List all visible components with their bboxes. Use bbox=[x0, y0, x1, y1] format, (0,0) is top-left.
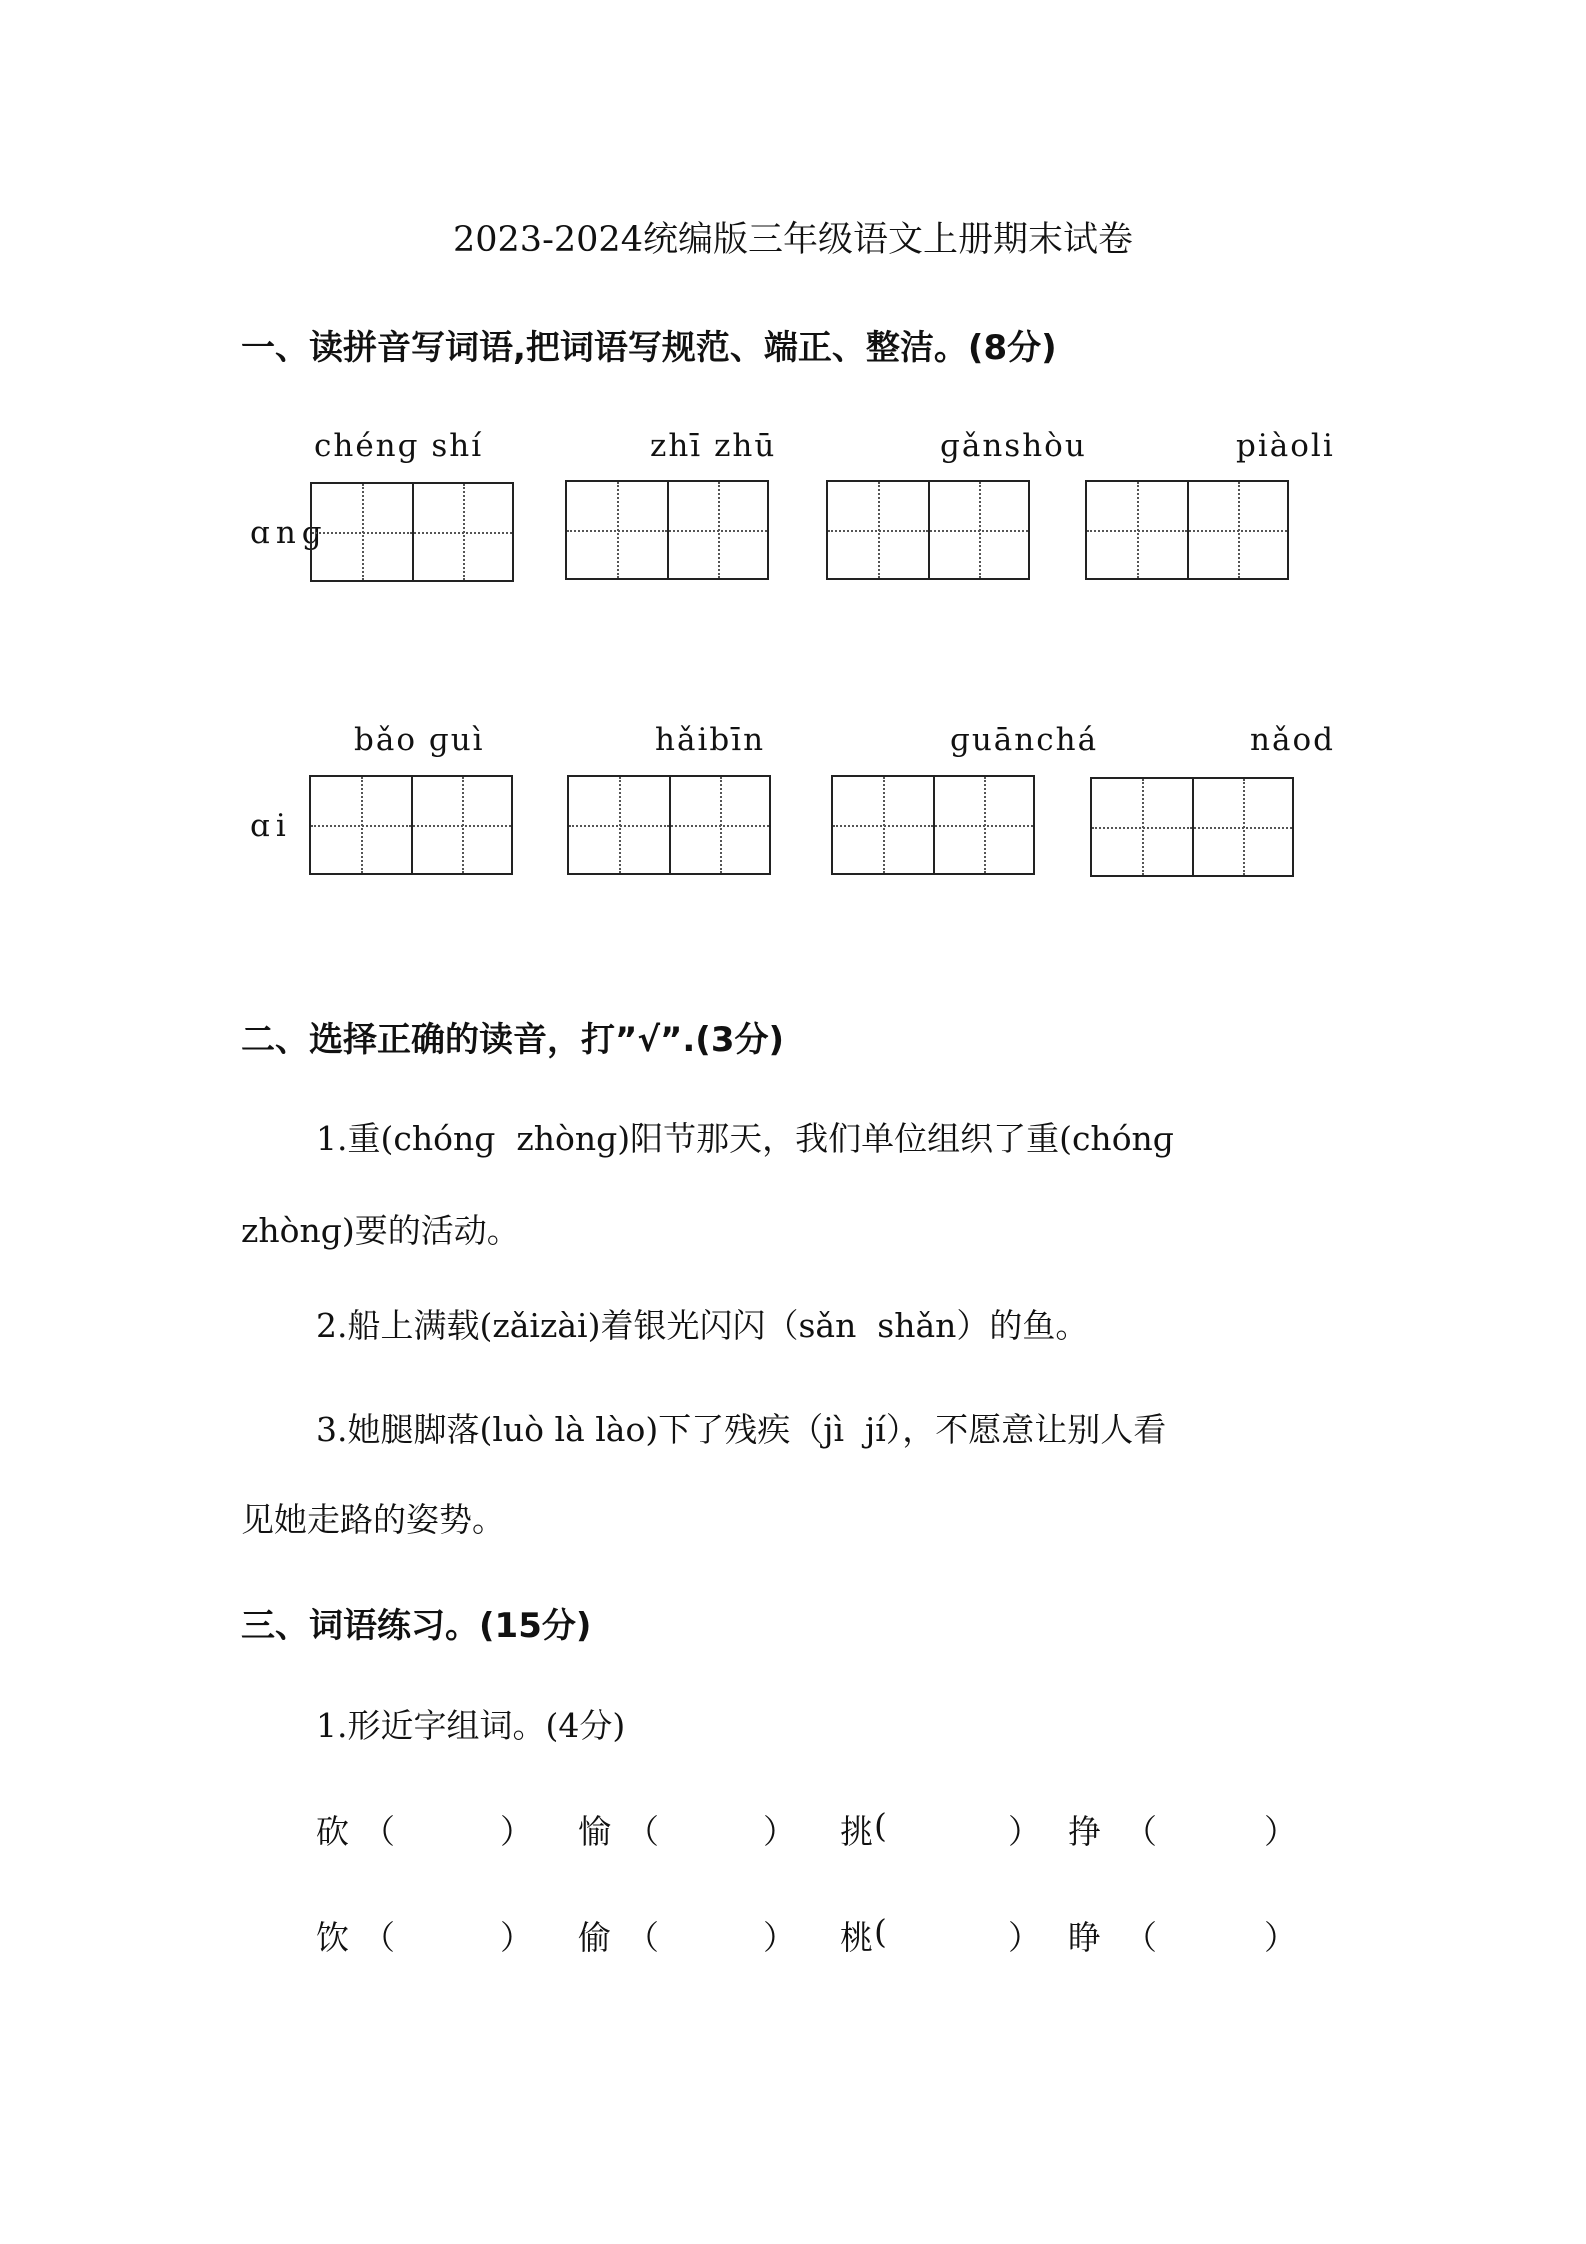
writing-grid[interactable] bbox=[310, 482, 514, 582]
char: 砍 bbox=[316, 1812, 349, 1851]
pinyin-label: bǎo ɡuì bbox=[354, 722, 485, 758]
close-bracket: ） bbox=[1008, 1812, 1041, 1851]
close-bracket: ） bbox=[763, 1918, 796, 1957]
subsection-title: 1.形近字组词。(4分) bbox=[316, 1706, 626, 1745]
writing-grid[interactable] bbox=[1090, 777, 1294, 877]
open-bracket: ( bbox=[874, 1806, 887, 1845]
open-bracket: （ bbox=[626, 1918, 659, 1957]
char: 偷 bbox=[578, 1918, 611, 1957]
char: 挣 bbox=[1068, 1812, 1101, 1851]
writing-grid[interactable] bbox=[831, 775, 1035, 875]
pinyin-label: zhī zhū bbox=[650, 428, 777, 464]
section3-heading: 三、词语练习。(15分) bbox=[241, 1606, 592, 1646]
section1-heading: 一、读拼音写词语,把词语写规范、端正、整洁。(8分) bbox=[241, 328, 1057, 368]
pinyin-label: hǎibīn bbox=[655, 722, 766, 758]
question-2: 2.船上满载(zǎizài)着银光闪闪（sǎn shǎn）的鱼。 bbox=[316, 1306, 1089, 1345]
question-3-line1: 3.她腿脚落(luò là lào)下了残疾（jì jí），不愿意让别人看 bbox=[316, 1410, 1167, 1449]
open-bracket: （ bbox=[362, 1918, 395, 1957]
pinyin-overflow: ɑnɡ bbox=[250, 515, 328, 551]
writing-grid[interactable] bbox=[567, 775, 771, 875]
char: 饮 bbox=[316, 1918, 349, 1957]
char: 挑 bbox=[840, 1812, 873, 1851]
close-bracket: ） bbox=[763, 1812, 796, 1851]
close-bracket: ） bbox=[500, 1918, 533, 1957]
open-bracket: （ bbox=[1124, 1812, 1157, 1851]
writing-grid[interactable] bbox=[1085, 480, 1289, 580]
section2-heading: 二、选择正确的读音，打”√”.(3分) bbox=[241, 1020, 785, 1060]
question-3-line2: 见她走路的姿势。 bbox=[241, 1500, 505, 1539]
close-bracket: ） bbox=[1008, 1918, 1041, 1957]
pinyin-label: ɡǎnshòu bbox=[940, 428, 1087, 464]
pinyin-overflow: ɑi bbox=[250, 808, 292, 844]
open-bracket: （ bbox=[362, 1812, 395, 1851]
question-1-line1: 1.重(chónɡ zhònɡ)阳节那天，我们单位组织了重(chónɡ bbox=[316, 1119, 1174, 1158]
writing-grid[interactable] bbox=[826, 480, 1030, 580]
open-bracket: （ bbox=[1124, 1918, 1157, 1957]
pinyin-label: ɡuānchá bbox=[950, 722, 1099, 758]
page-title: 2023-2024统编版三年级语文上册期末试卷 bbox=[453, 220, 1133, 260]
pinyin-label: nǎod bbox=[1250, 722, 1335, 758]
writing-grid[interactable] bbox=[565, 480, 769, 580]
question-1-line2: zhònɡ)要的活动。 bbox=[241, 1211, 520, 1250]
char: 愉 bbox=[578, 1812, 611, 1851]
writing-grid[interactable] bbox=[309, 775, 513, 875]
open-bracket: （ bbox=[626, 1812, 659, 1851]
char: 桃 bbox=[840, 1918, 873, 1957]
close-bracket: ） bbox=[1264, 1812, 1297, 1851]
pinyin-label: piàoli bbox=[1236, 428, 1335, 464]
char: 睁 bbox=[1068, 1918, 1101, 1957]
close-bracket: ） bbox=[500, 1812, 533, 1851]
pinyin-label: chénɡ shí bbox=[314, 428, 484, 464]
close-bracket: ） bbox=[1264, 1918, 1297, 1957]
open-bracket: ( bbox=[874, 1912, 887, 1951]
